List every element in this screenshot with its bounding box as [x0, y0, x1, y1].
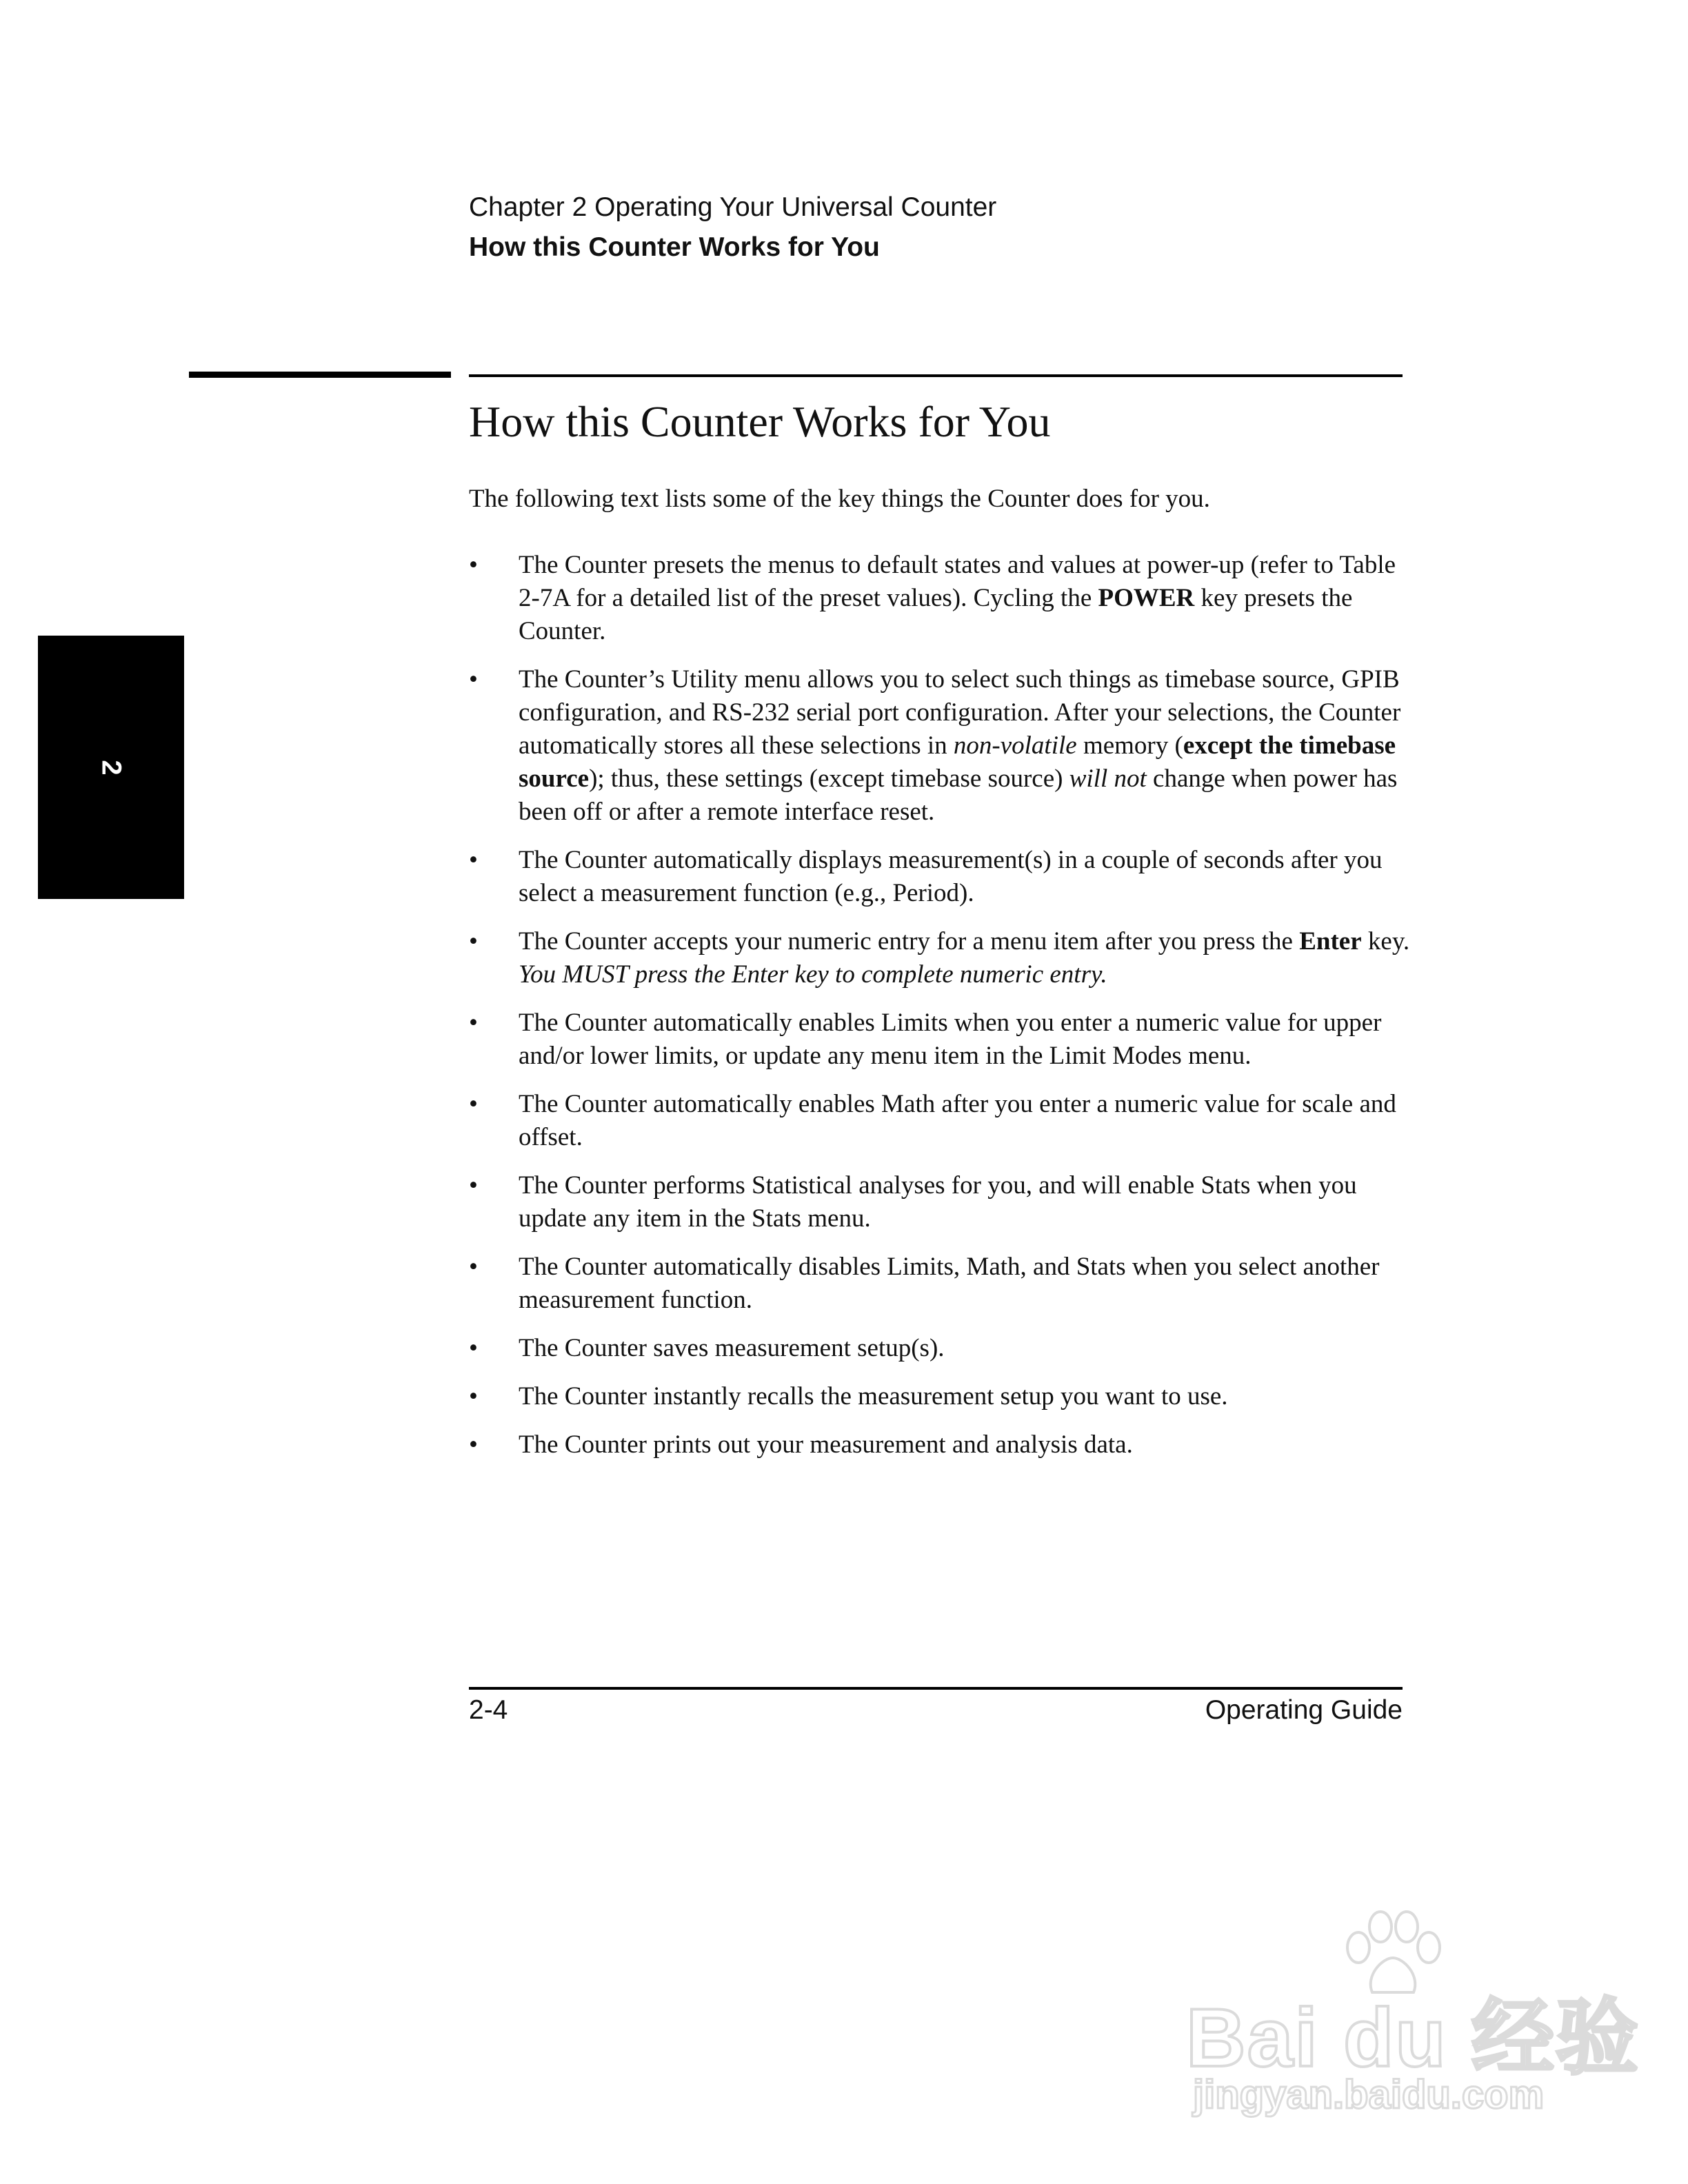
list-item-text: The Counter accepts your numeric entry for a menu item after you press the — [519, 927, 1300, 956]
list-item-text: The Counter automatically enables Math after you enter a numeric value for scale and offset. — [519, 1090, 1396, 1151]
bullet-dot: • — [469, 1334, 478, 1362]
list-item-text: The Counter automatically enables Limits when you enter a numeric value for upper and/or lower limits, or update any menu item in the Limit Modes menu. — [519, 1009, 1382, 1070]
section-rule-left — [189, 372, 451, 378]
list-item-text: change when power has been off or after a remote interface reset. — [519, 765, 1398, 826]
list-item — [469, 1251, 1420, 1317]
list-item-text: The Counter saves measurement setup(s). — [519, 1334, 945, 1362]
chapter-title: Chapter 2 Operating Your Universal Counter — [469, 192, 997, 222]
bullet-dot: • — [469, 551, 478, 579]
list-item — [469, 1380, 1420, 1413]
list-item-text: The Counter’s Utility menu allows you to select such things as timebase source, GPIB configuration, and RS-232 serial port configuration. After your selections, the Counter automatically stores all these selections in — [519, 665, 1401, 760]
list-item-text: will not — [1069, 765, 1147, 793]
list-item-text: Enter — [1299, 927, 1362, 956]
list-item — [469, 925, 1420, 991]
list-item-text: The Counter automatically displays measurement(s) in a couple of seconds after you select a measurement function (e.g., Period). — [519, 846, 1383, 907]
list-item-text: except the timebase source — [519, 731, 1396, 793]
running-header — [469, 188, 996, 267]
list-item — [469, 1088, 1420, 1154]
chapter-tab-number: 2 — [96, 759, 127, 776]
bullet-dot: • — [469, 665, 478, 694]
list-item-text: key presets the Counter. — [519, 584, 1353, 645]
watermark-url: jingyan.baidu.com — [1193, 2072, 1545, 2117]
list-item — [469, 1169, 1420, 1235]
bullet-dot: • — [469, 927, 478, 956]
list-item-text: non-volatile — [953, 731, 1077, 760]
bullet-dot: • — [469, 1009, 478, 1037]
list-item-text: ); thus, these settings (except timebase source) — [589, 765, 1069, 793]
list-item-text: The Counter performs Statistical analyses for you, and will enable Stats when you update any item in the Stats menu. — [519, 1171, 1357, 1233]
bullet-dot: • — [469, 1382, 478, 1410]
footer-rule — [469, 1687, 1403, 1690]
feature-list — [469, 549, 1420, 1477]
bullet-dot: • — [469, 846, 478, 874]
list-item-text: You MUST press the Enter key to complete numeric entry. — [519, 960, 1107, 989]
page-title: How this Counter Works for You — [469, 397, 1051, 446]
list-item — [469, 549, 1420, 648]
list-item-text: The Counter instantly recalls the measurement setup you want to use. — [519, 1382, 1228, 1410]
guide-name: Operating Guide — [1205, 1695, 1403, 1725]
list-item-text: The Counter prints out your measurement and analysis data. — [519, 1430, 1133, 1459]
list-item-text: POWER — [1098, 584, 1195, 612]
bullet-dot: • — [469, 1090, 478, 1118]
list-item — [469, 1007, 1420, 1073]
section-rule-right — [469, 374, 1403, 377]
bullet-dot: • — [469, 1430, 478, 1459]
watermark-main: Bai du 经验 — [1186, 1992, 1640, 2084]
page-number: 2-4 — [469, 1695, 508, 1725]
list-item-text: The Counter presets the menus to default states and values at power-up (refer to Table 2-7A for a detailed list of the preset values). Cycling the — [519, 551, 1396, 612]
section-title: How this Counter Works for You — [469, 232, 880, 262]
chapter-tab — [38, 636, 184, 899]
list-item — [469, 663, 1420, 829]
list-item-text: memory ( — [1076, 731, 1183, 760]
list-item-text: key. — [1361, 927, 1410, 956]
list-item — [469, 1428, 1420, 1462]
list-item-text: The Counter automatically disables Limits, Math, and Stats when you select another measurement function. — [519, 1253, 1380, 1314]
baidu-watermark — [1186, 1910, 1640, 2130]
bullet-dot: • — [469, 1253, 478, 1281]
list-item — [469, 844, 1420, 910]
bullet-dot: • — [469, 1171, 478, 1200]
list-item — [469, 1332, 1420, 1365]
intro-paragraph: The following text lists some of the key things the Counter does for you. — [469, 485, 1210, 513]
